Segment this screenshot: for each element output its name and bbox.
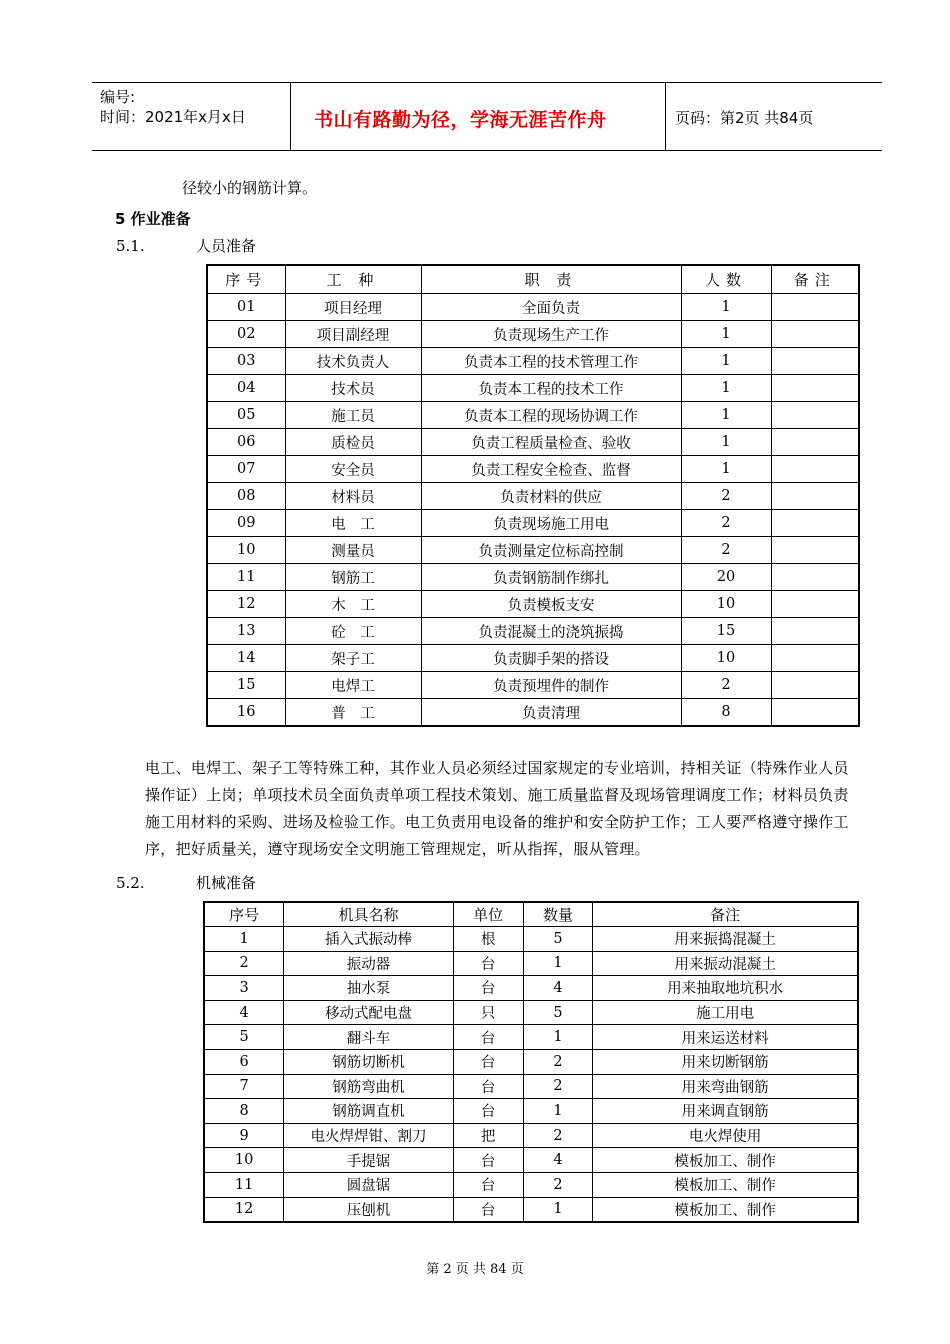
table-cell: 6 xyxy=(204,1049,284,1074)
table-cell: 用来弯曲钢筋 xyxy=(593,1074,858,1099)
personnel-title: 人员准备 xyxy=(196,237,257,255)
table-cell: 台 xyxy=(453,1099,523,1124)
table-cell: 用来调直钢筋 xyxy=(593,1099,858,1124)
table-cell: 模板加工、制作 xyxy=(593,1197,858,1222)
personnel-note: 电工、电焊工、架子工等特殊工种，其作业人员必须经过国家规定的专业培训，持相关证（特殊作业人员操作证）上岗；单项技术员全面负责单项工程技术策划、施工质量监督及现场管理调度工作；材料员负责施工用材料的采购、进场及检验工作。电工负责用电设备的维护和安全防护工作；工人要严格遵守操作工序，把好质量关，遵守现场安全文明施工管理规定，听从指挥，服从管理。 xyxy=(145,759,849,858)
machinery-header-row xyxy=(204,902,858,927)
personnel-number: 5.1. xyxy=(116,237,145,255)
table-cell: 钢筋弯曲机 xyxy=(284,1074,453,1099)
table-cell: 根 xyxy=(453,927,523,952)
table-cell: 03 xyxy=(207,348,285,375)
header-meta xyxy=(100,87,246,127)
table-cell: 10 xyxy=(204,1148,284,1173)
table-cell: 2 xyxy=(523,1049,593,1074)
table-row xyxy=(204,1123,858,1148)
table-cell: 用来抽取地坑积水 xyxy=(593,976,858,1001)
table-row xyxy=(207,537,859,564)
header-cell: 单位 xyxy=(453,902,523,927)
table-cell: 模板加工、制作 xyxy=(593,1148,858,1173)
table-cell: 插入式振动棒 xyxy=(284,927,453,952)
table-cell: 负责工程质量检查、验收 xyxy=(421,429,681,456)
table-cell: 1 xyxy=(681,348,771,375)
table-cell: 技术员 xyxy=(285,375,421,402)
table-cell: 负责本工程的技术工作 xyxy=(421,375,681,402)
header-cell: 工 种 xyxy=(285,265,421,294)
table-cell: 4 xyxy=(204,1000,284,1025)
table-cell: 普 工 xyxy=(285,699,421,727)
page-header xyxy=(92,82,882,151)
table-cell: 负责脚手架的搭设 xyxy=(421,645,681,672)
table-cell xyxy=(771,510,859,537)
table-row xyxy=(207,672,859,699)
table-cell: 手提锯 xyxy=(284,1148,453,1173)
header-cell: 序号 xyxy=(207,265,285,294)
table-row xyxy=(207,375,859,402)
table-cell: 模板加工、制作 xyxy=(593,1172,858,1197)
table-cell: 1 xyxy=(681,456,771,483)
table-cell: 07 xyxy=(207,456,285,483)
table-cell: 7 xyxy=(204,1074,284,1099)
table-cell: 4 xyxy=(523,976,593,1001)
table-cell: 台 xyxy=(453,1148,523,1173)
table-row xyxy=(204,1000,858,1025)
table-row xyxy=(207,456,859,483)
table-row xyxy=(204,1099,858,1124)
table-cell: 用来振捣混凝土 xyxy=(593,927,858,952)
table-cell: 15 xyxy=(207,672,285,699)
table-cell: 8 xyxy=(681,699,771,727)
table-cell: 全面负责 xyxy=(421,294,681,321)
table-cell: 2 xyxy=(681,537,771,564)
table-cell xyxy=(771,321,859,348)
table-row xyxy=(204,927,858,952)
table-cell: 木 工 xyxy=(285,591,421,618)
table-cell xyxy=(771,537,859,564)
section-title: 5 作业准备 xyxy=(115,210,191,228)
table-cell: 施工用电 xyxy=(593,1000,858,1025)
header-motto: 书山有路勤为径，学海无涯苦作舟 xyxy=(314,109,607,131)
table-cell: 16 xyxy=(207,699,285,727)
table-cell: 9 xyxy=(204,1123,284,1148)
header-cell: 数量 xyxy=(523,902,593,927)
table-cell xyxy=(771,402,859,429)
table-cell: 项目副经理 xyxy=(285,321,421,348)
table-cell: 把 xyxy=(453,1123,523,1148)
table-cell: 2 xyxy=(523,1172,593,1197)
table-cell: 04 xyxy=(207,375,285,402)
table-cell: 负责本工程的技术管理工作 xyxy=(421,348,681,375)
table-cell: 电 工 xyxy=(285,510,421,537)
table-row xyxy=(207,618,859,645)
table-cell: 1 xyxy=(523,951,593,976)
table-cell: 2 xyxy=(681,672,771,699)
table-cell: 电火焊焊钳、割刀 xyxy=(284,1123,453,1148)
table-cell xyxy=(771,672,859,699)
table-row xyxy=(204,1197,858,1222)
table-row xyxy=(207,699,859,727)
table-row xyxy=(207,402,859,429)
table-cell: 10 xyxy=(681,645,771,672)
table-cell: 测量员 xyxy=(285,537,421,564)
table-cell: 2 xyxy=(523,1074,593,1099)
table-cell: 06 xyxy=(207,429,285,456)
table-cell: 压刨机 xyxy=(284,1197,453,1222)
table-cell: 钢筋调直机 xyxy=(284,1099,453,1124)
header-cell: 序号 xyxy=(204,902,284,927)
personnel-header-row xyxy=(207,265,859,294)
machinery-title: 机械准备 xyxy=(196,874,257,892)
table-cell: 1 xyxy=(681,321,771,348)
table-cell: 5 xyxy=(204,1025,284,1050)
table-row xyxy=(207,645,859,672)
table-cell: 14 xyxy=(207,645,285,672)
header-cell: 职 责 xyxy=(421,265,681,294)
table-cell: 钢筋切断机 xyxy=(284,1049,453,1074)
table-row xyxy=(204,1172,858,1197)
table-cell: 负责模板支安 xyxy=(421,591,681,618)
table-cell: 02 xyxy=(207,321,285,348)
table-row xyxy=(204,976,858,1001)
table-cell: 负责钢筋制作绑扎 xyxy=(421,564,681,591)
table-cell: 01 xyxy=(207,294,285,321)
table-cell: 台 xyxy=(453,1172,523,1197)
table-row xyxy=(207,483,859,510)
table-cell: 1 xyxy=(681,294,771,321)
table-cell: 台 xyxy=(453,976,523,1001)
table-cell: 移动式配电盘 xyxy=(284,1000,453,1025)
machinery-heading xyxy=(116,872,256,893)
table-cell: 8 xyxy=(204,1099,284,1124)
table-cell xyxy=(771,456,859,483)
personnel-table-body xyxy=(207,294,859,727)
table-row xyxy=(207,294,859,321)
time-label: 时间：2021年x月x日 xyxy=(100,108,246,126)
table-cell: 质检员 xyxy=(285,429,421,456)
table-cell xyxy=(771,699,859,727)
table-cell: 08 xyxy=(207,483,285,510)
table-cell xyxy=(771,348,859,375)
table-cell: 台 xyxy=(453,951,523,976)
table-cell: 1 xyxy=(204,927,284,952)
table-cell: 1 xyxy=(523,1025,593,1050)
machinery-table-body xyxy=(204,927,858,1223)
table-row xyxy=(204,1049,858,1074)
header-page-label: 页码：第2页 共84页 xyxy=(675,109,814,127)
table-cell: 11 xyxy=(207,564,285,591)
table-row xyxy=(207,429,859,456)
table-cell xyxy=(771,375,859,402)
table-cell: 负责现场施工用电 xyxy=(421,510,681,537)
personnel-table xyxy=(206,264,860,727)
table-cell xyxy=(771,564,859,591)
table-cell: 05 xyxy=(207,402,285,429)
table-cell: 安全员 xyxy=(285,456,421,483)
table-cell: 4 xyxy=(523,1148,593,1173)
table-cell: 负责本工程的现场协调工作 xyxy=(421,402,681,429)
table-cell: 电火焊使用 xyxy=(593,1123,858,1148)
table-row xyxy=(204,1074,858,1099)
table-cell: 材料员 xyxy=(285,483,421,510)
table-cell: 技术负责人 xyxy=(285,348,421,375)
table-row xyxy=(207,564,859,591)
table-cell: 用来切断钢筋 xyxy=(593,1049,858,1074)
table-cell: 钢筋工 xyxy=(285,564,421,591)
table-cell: 1 xyxy=(523,1197,593,1222)
table-cell: 12 xyxy=(207,591,285,618)
table-cell: 2 xyxy=(681,510,771,537)
header-cell: 机具名称 xyxy=(284,902,453,927)
table-cell xyxy=(771,483,859,510)
table-cell: 项目经理 xyxy=(285,294,421,321)
table-cell: 圆盘锯 xyxy=(284,1172,453,1197)
table-cell: 用来振动混凝土 xyxy=(593,951,858,976)
table-cell: 2 xyxy=(523,1123,593,1148)
table-cell: 负责现场生产工作 xyxy=(421,321,681,348)
table-cell: 施工员 xyxy=(285,402,421,429)
table-cell: 09 xyxy=(207,510,285,537)
table-cell: 11 xyxy=(204,1172,284,1197)
code-label: 编号: xyxy=(100,88,136,106)
table-cell: 翻斗车 xyxy=(284,1025,453,1050)
table-row xyxy=(207,348,859,375)
table-cell xyxy=(771,294,859,321)
table-cell: 10 xyxy=(681,591,771,618)
table-cell xyxy=(771,618,859,645)
table-row xyxy=(207,591,859,618)
table-cell: 13 xyxy=(207,618,285,645)
table-cell: 架子工 xyxy=(285,645,421,672)
table-cell: 5 xyxy=(523,1000,593,1025)
table-row xyxy=(204,1025,858,1050)
header-divider-right xyxy=(665,83,666,150)
machinery-table xyxy=(203,901,859,1223)
table-cell: 负责预埋件的制作 xyxy=(421,672,681,699)
table-row xyxy=(204,951,858,976)
personnel-heading xyxy=(116,235,256,256)
table-cell: 1 xyxy=(681,375,771,402)
table-cell: 15 xyxy=(681,618,771,645)
table-cell: 20 xyxy=(681,564,771,591)
table-cell: 2 xyxy=(204,951,284,976)
table-cell: 2 xyxy=(681,483,771,510)
page-footer: 第 2 页 共 84 页 xyxy=(426,1262,524,1277)
table-cell: 电焊工 xyxy=(285,672,421,699)
table-cell: 台 xyxy=(453,1049,523,1074)
table-cell: 台 xyxy=(453,1025,523,1050)
table-row xyxy=(204,1148,858,1173)
table-cell xyxy=(771,645,859,672)
header-divider-left xyxy=(290,83,291,150)
machinery-number: 5.2. xyxy=(116,874,145,892)
table-cell: 负责工程安全检查、监督 xyxy=(421,456,681,483)
table-cell: 1 xyxy=(681,429,771,456)
table-cell: 10 xyxy=(207,537,285,564)
table-cell: 抽水泵 xyxy=(284,976,453,1001)
table-cell: 负责清理 xyxy=(421,699,681,727)
table-row xyxy=(207,510,859,537)
intro-line: 径较小的钢筋计算。 xyxy=(182,179,318,197)
table-cell: 只 xyxy=(453,1000,523,1025)
header-cell: 备注 xyxy=(593,902,858,927)
table-cell: 5 xyxy=(523,927,593,952)
table-cell: 3 xyxy=(204,976,284,1001)
table-cell: 1 xyxy=(523,1099,593,1124)
table-cell: 负责测量定位标高控制 xyxy=(421,537,681,564)
table-cell: 负责材料的供应 xyxy=(421,483,681,510)
table-cell: 用来运送材料 xyxy=(593,1025,858,1050)
table-cell: 砼 工 xyxy=(285,618,421,645)
table-cell: 台 xyxy=(453,1074,523,1099)
table-cell xyxy=(771,429,859,456)
table-cell: 12 xyxy=(204,1197,284,1222)
table-cell: 负责混凝土的浇筑振捣 xyxy=(421,618,681,645)
table-cell: 台 xyxy=(453,1197,523,1222)
table-cell: 振动器 xyxy=(284,951,453,976)
table-cell xyxy=(771,591,859,618)
header-cell: 人数 xyxy=(681,265,771,294)
header-cell: 备注 xyxy=(771,265,859,294)
table-cell: 1 xyxy=(681,402,771,429)
table-row xyxy=(207,321,859,348)
